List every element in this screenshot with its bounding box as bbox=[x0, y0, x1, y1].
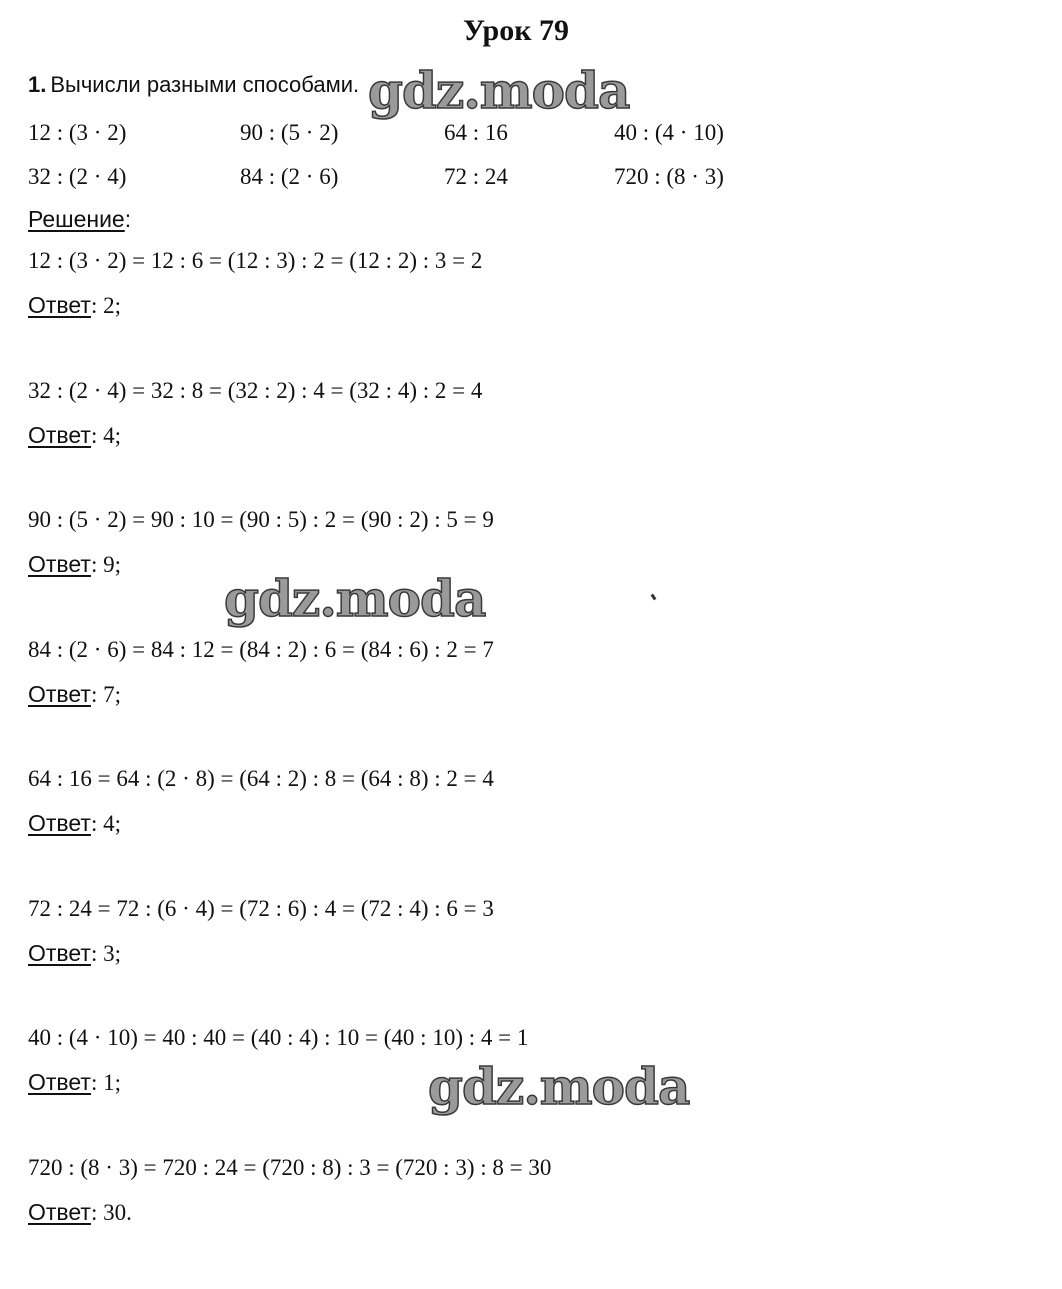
solution-block bbox=[28, 766, 1028, 896]
answer-label: Ответ bbox=[28, 551, 91, 577]
solution-expression: 84 : (2 · 6) = 84 : 12 = (84 : 2) : 6 = (84 : 6) : 2 = 7 bbox=[28, 636, 494, 662]
task-expressions-grid bbox=[28, 120, 788, 208]
solution-block bbox=[28, 378, 1028, 508]
solution-block bbox=[28, 637, 1028, 767]
answer-value: : 4; bbox=[90, 422, 121, 448]
answer-value: : 30. bbox=[90, 1199, 132, 1225]
answer-line bbox=[28, 1069, 121, 1096]
solution-expression: 720 : (8 · 3) = 720 : 24 = (720 : 8) : 3 = (720 : 3) : 8 = 30 bbox=[28, 1154, 552, 1180]
page-title: Урок 79 bbox=[462, 14, 570, 47]
grid-expression: 40 : (4 · 10) bbox=[614, 120, 724, 145]
answer-value: : 7; bbox=[90, 681, 121, 707]
solution-expression: 72 : 24 = 72 : (6 · 4) = (72 : 6) : 4 = (72 : 4) : 6 = 3 bbox=[28, 895, 494, 921]
answer-line bbox=[28, 940, 121, 967]
answer-label: Ответ bbox=[28, 1198, 91, 1225]
answer-value: : 4; bbox=[90, 811, 121, 836]
answer-line bbox=[28, 292, 121, 319]
answer-line bbox=[28, 681, 121, 708]
grid-expression: 90 : (5 · 2) bbox=[240, 120, 339, 145]
answer-value: : 9; bbox=[90, 552, 121, 577]
answer-label: Ответ bbox=[28, 292, 91, 318]
watermark: gdz.moda bbox=[224, 569, 486, 628]
grid-expression: 720 : (8 · 3) bbox=[614, 164, 724, 189]
solution-heading: Решение: bbox=[28, 206, 132, 232]
solution-label: Решение bbox=[28, 206, 125, 232]
answer-label: Ответ bbox=[28, 680, 91, 707]
answer-label: Ответ bbox=[28, 1069, 91, 1095]
answer-value: : 2; bbox=[90, 293, 121, 318]
solution-expression: 12 : (3 · 2) = 12 : 6 = (12 : 3) : 2 = (12 : 2) : 3 = 2 bbox=[28, 248, 483, 273]
grid-expression: 12 : (3 · 2) bbox=[28, 120, 127, 145]
task-statement bbox=[28, 72, 359, 98]
solution-expression: 40 : (4 · 10) = 40 : 40 = (40 : 4) : 10 = (40 : 10) : 4 = 1 bbox=[28, 1025, 529, 1050]
answer-line bbox=[28, 551, 121, 578]
solution-block bbox=[28, 507, 1028, 637]
solution-expression: 90 : (5 · 2) = 90 : 10 = (90 : 5) : 2 = (90 : 2) : 5 = 9 bbox=[28, 507, 494, 532]
grid-row bbox=[28, 164, 788, 208]
answer-label: Ответ bbox=[28, 421, 91, 448]
answer-value: : 1; bbox=[90, 1070, 121, 1095]
answer-line bbox=[28, 810, 121, 837]
answer-line bbox=[28, 422, 121, 449]
task-text: Вычисли разными способами. bbox=[50, 72, 360, 97]
solution-expression: 64 : 16 = 64 : (2 · 8) = (64 : 2) : 8 = (64 : 8) : 2 = 4 bbox=[28, 766, 494, 791]
solution-expression: 32 : (2 · 4) = 32 : 8 = (32 : 2) : 4 = (32 : 4) : 2 = 4 bbox=[28, 377, 483, 403]
grid-expression: 32 : (2 · 4) bbox=[28, 164, 127, 189]
task-number: 1. bbox=[28, 72, 47, 97]
grid-expression: 72 : 24 bbox=[444, 164, 508, 189]
answer-value: : 3; bbox=[90, 940, 121, 966]
solution-block bbox=[28, 896, 1028, 1026]
grid-expression: 84 : (2 · 6) bbox=[240, 164, 339, 189]
answer-label: Ответ bbox=[28, 939, 91, 966]
watermark: gdz.moda bbox=[428, 1057, 690, 1116]
answer-line bbox=[28, 1199, 132, 1226]
watermark: gdz.moda bbox=[368, 61, 630, 120]
grid-row bbox=[28, 120, 788, 164]
solution-blocks bbox=[28, 248, 1028, 1284]
answer-label: Ответ bbox=[28, 810, 91, 836]
solution-block bbox=[28, 1155, 1028, 1285]
solution-block bbox=[28, 248, 1028, 378]
grid-expression: 64 : 16 bbox=[444, 120, 508, 145]
